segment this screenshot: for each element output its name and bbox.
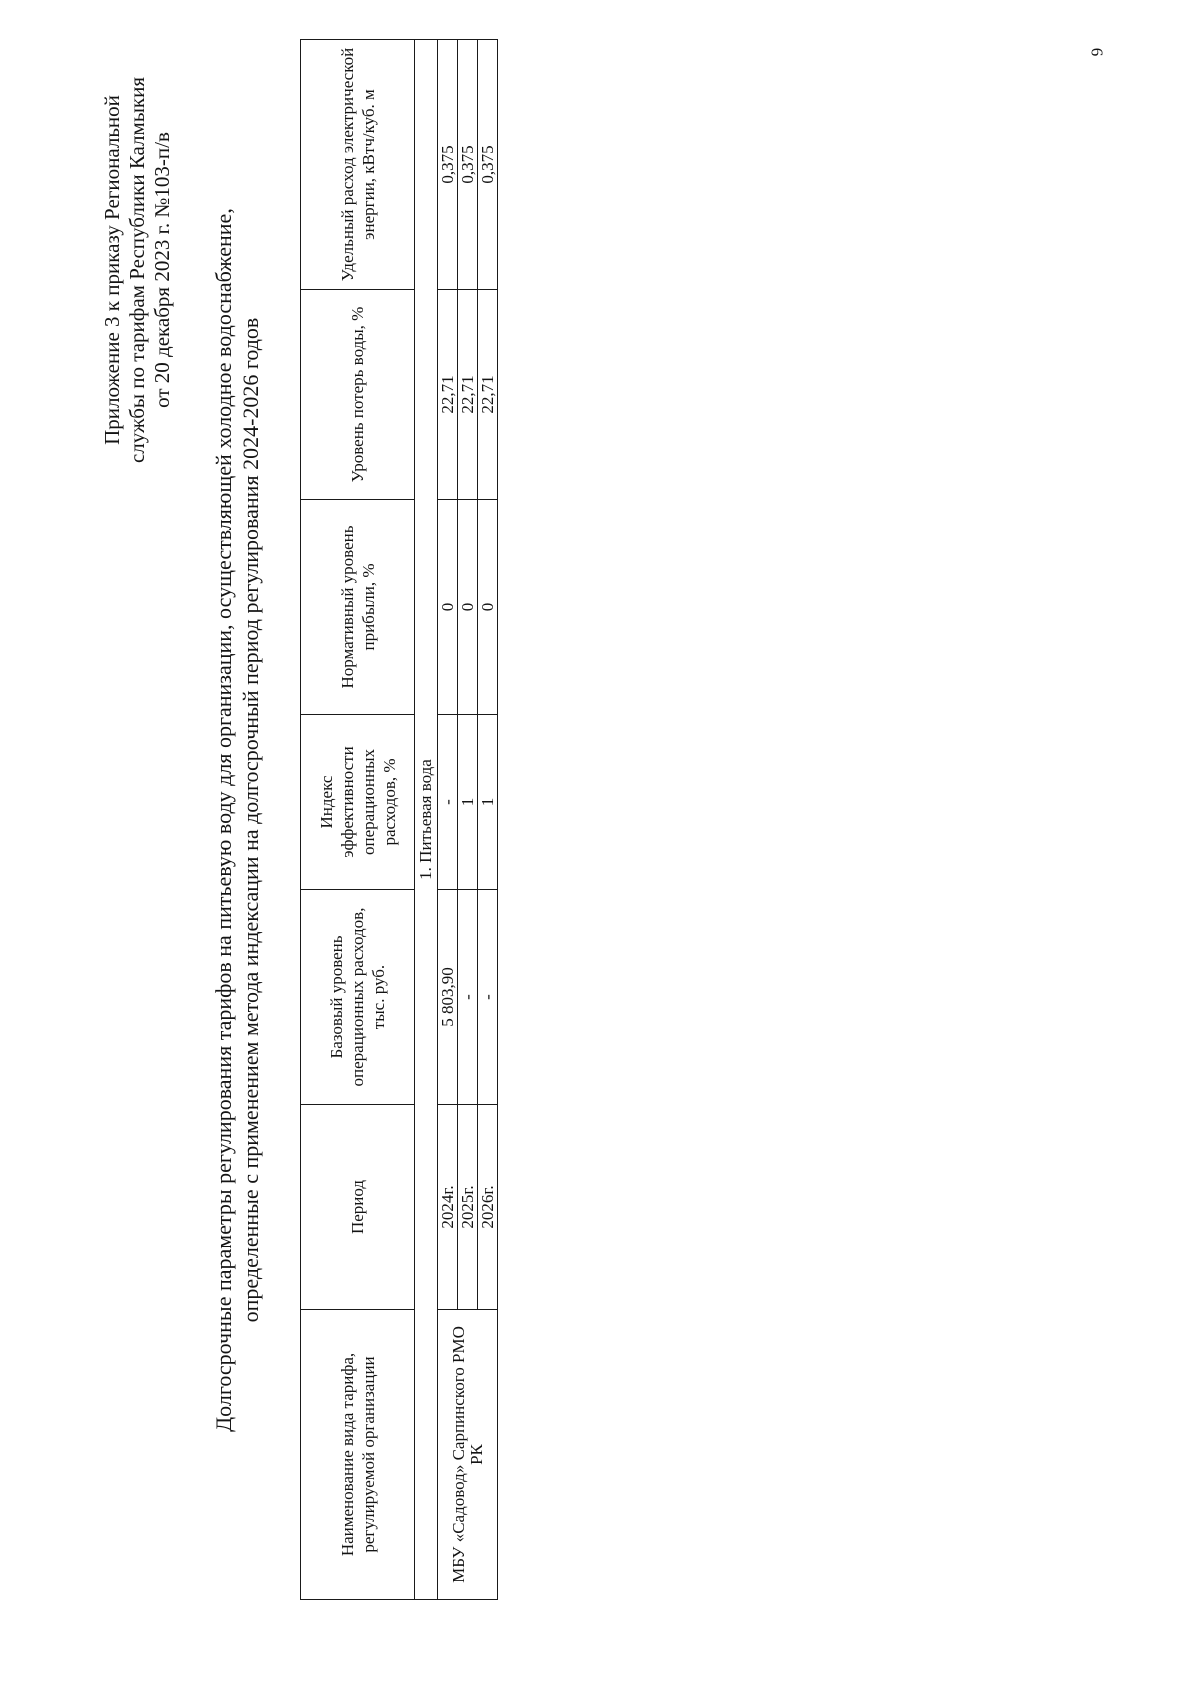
cell-profit-level: 0 [438,500,458,715]
table-row [438,40,458,1600]
header-base-opex: Базовый уровень операционных расходов, тыс. руб. [301,890,415,1105]
document-title [210,40,264,1600]
approval-line-2: службы по тарифам Республики Калмыкия [125,76,149,464]
cell-water-losses: 22,71 [478,290,498,500]
header-energy-use: Удельный расход электрической энергии, кВтч/куб. м [301,40,415,290]
cell-energy-use: 0,375 [458,40,478,290]
cell-period: 2026г. [478,1105,498,1310]
cell-base-opex: - [458,890,478,1105]
cell-period: 2025г. [458,1105,478,1310]
cell-water-losses: 22,71 [458,290,478,500]
table-header-row [301,40,415,1600]
header-period: Период [301,1105,415,1310]
section-row [415,40,438,1600]
cell-water-losses: 22,71 [438,290,458,500]
cell-base-opex: - [478,890,498,1105]
page-number: 6 [1087,47,1107,57]
header-efficiency-index: Индекс эффективности операционных расходов, % [301,715,415,890]
cell-profit-level: 0 [458,500,478,715]
approval-line-3: от 20 декабря 2023 г. №103-п/в [150,132,174,408]
cell-energy-use: 0,375 [478,40,498,290]
cell-efficiency-index: 1 [458,715,478,890]
cell-efficiency-index: - [438,715,458,890]
cell-energy-use: 0,375 [438,40,458,290]
approval-line-1: Приложение 3 к приказу Региональной [100,95,124,445]
cell-profit-level: 0 [478,500,498,715]
document-sheet [100,40,550,1600]
cell-period: 2024г. [438,1105,458,1310]
approval-block [100,40,175,500]
title-line-2: определенные с применением метода индексации на долгосрочный период регулирования 2024-2026 годов [238,317,263,1323]
cell-efficiency-index: 1 [478,715,498,890]
header-org: Наименование вида тарифа, регулируемой организации [301,1310,415,1600]
header-profit-level: Нормативный уровень прибыли, % [301,500,415,715]
title-line-1: Долгосрочные параметры регулирования тарифов на питьевую воду для организации, осуществляющей холодное водоснабжение, [211,208,236,1432]
section-title: 1. Питьевая вода [415,40,438,1600]
cell-base-opex: 5 803,90 [438,890,458,1105]
organization-name: МБУ «Садовод» Сарпинского РМО РК [438,1310,498,1600]
header-water-losses: Уровень потерь воды, % [301,290,415,500]
tariff-parameters-table [300,39,498,1600]
